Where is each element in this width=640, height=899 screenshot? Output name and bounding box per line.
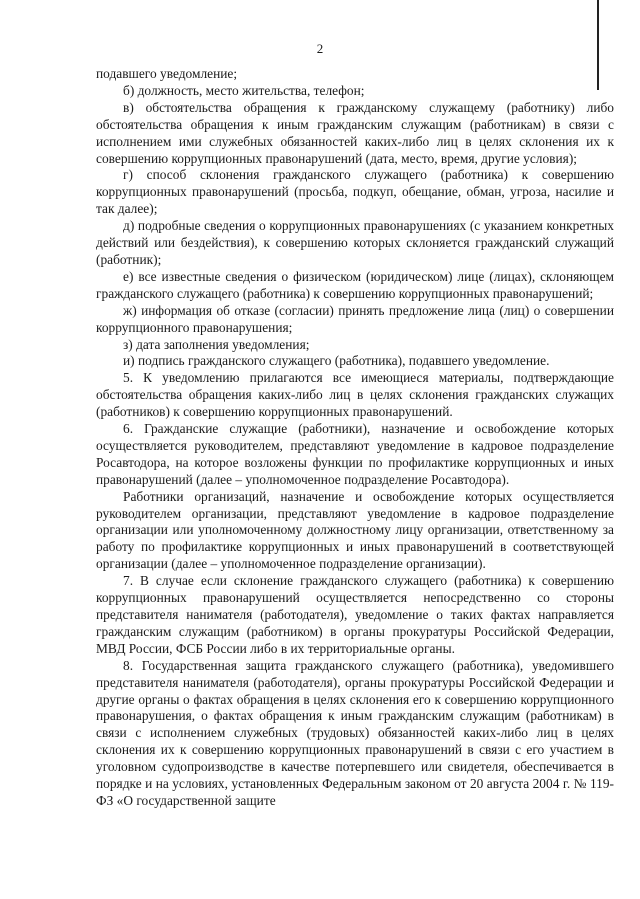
paragraph: з) дата заполнения уведомления; xyxy=(123,336,310,352)
document-body xyxy=(96,66,614,810)
paragraph: ж) информация об отказе (согласии) принять предложение лица (лиц) о совершении коррупционного правонарушения; xyxy=(96,302,614,335)
paragraph: в) обстоятельства обращения к гражданскому служащему (работнику) либо обстоятельства обращения к иным гражданским служащим (работникам) в связи с исполнением ими служебных обязанностей каких-либо лиц в целях склонения их к совершению коррупционных правонарушений (дата, место, время, другие условия); xyxy=(96,99,614,166)
page-number: 2 xyxy=(316,41,324,56)
paragraph: Работники организаций, назначение и освобождение которых осуществляется руководителем организации, представляют уведомление в кадровое подразделение организации или уполномоченному должностному лицу организации, ответственному за работу по профилактике коррупционных и иных правонарушений в соответствующей организации (далее – уполномоченное подразделение организации). xyxy=(96,488,614,572)
paragraph: 6. Гражданские служащие (работники), назначение и освобождение которых осуществляется руководителем, представляют уведомление в кадровое подразделение Росавтодора, на которое возложены функции по профилактике коррупционных и иных правонарушений (далее – уполномоченное подразделение Росавтодора). xyxy=(96,421,614,487)
paragraph: 7. В случае если склонение гражданского служащего (работника) к совершению коррупционных правонарушений осуществляется непосредственно со стороны представителя нанимателя (работодателя), уведомление о таких фактах направляется гражданским служащим (работником) в органы прокуратуры Российской Федерации, МВД России, ФСБ России либо в их территориальные органы. xyxy=(96,573,614,656)
paragraph: б) должность, место жительства, телефон; xyxy=(123,82,365,98)
paragraph: подавшего уведомление; xyxy=(96,66,238,81)
paragraph: 8. Государственная защита гражданского служащего (работника), уведомившего представителя нанимателя (работодателя), органы прокуратуры Российской Федерации и другие органы о фактах обращения в целях склонения его к совершению коррупционного правонарушения, о фактах обращения к иным гражданским служащим (работникам) в связи с исполнением служебных (трудовых) обязанностей каких-либо лиц в целях склонения их к совершению коррупционных правонарушений в связи с его участием в уголовном судопроизводстве в качестве потерпевшего или свидетеля, обеспечивается в порядке и на условиях, установленных Федеральным законом от 20 августа 2004 г. № 119-ФЗ «О государственной защите xyxy=(96,657,614,808)
paragraph: е) все известные сведения о физическом (юридическом) лице (лицах), склоняющем гражданского служащего (работника) к совершению коррупционных правонарушений; xyxy=(96,268,614,301)
paragraph: и) подпись гражданского служащего (работника), подавшего уведомление. xyxy=(123,353,550,369)
paragraph: 5. К уведомлению прилагаются все имеющиеся материалы, подтверждающие обстоятельства обращения каких-либо лиц в целях склонения гражданских служащих (работников) к совершению коррупционных правонарушений. xyxy=(96,370,614,420)
paragraph: г) способ склонения гражданского служащего (работника) к совершению коррупционных правонарушений (просьба, подкуп, обещание, обман, угроза, насилие и так далее); xyxy=(96,167,614,217)
paragraph: д) подробные сведения о коррупционных правонарушениях (с указанием конкретных действий или бездействия), к совершению которых склоняется гражданский служащий (работник); xyxy=(96,218,614,267)
